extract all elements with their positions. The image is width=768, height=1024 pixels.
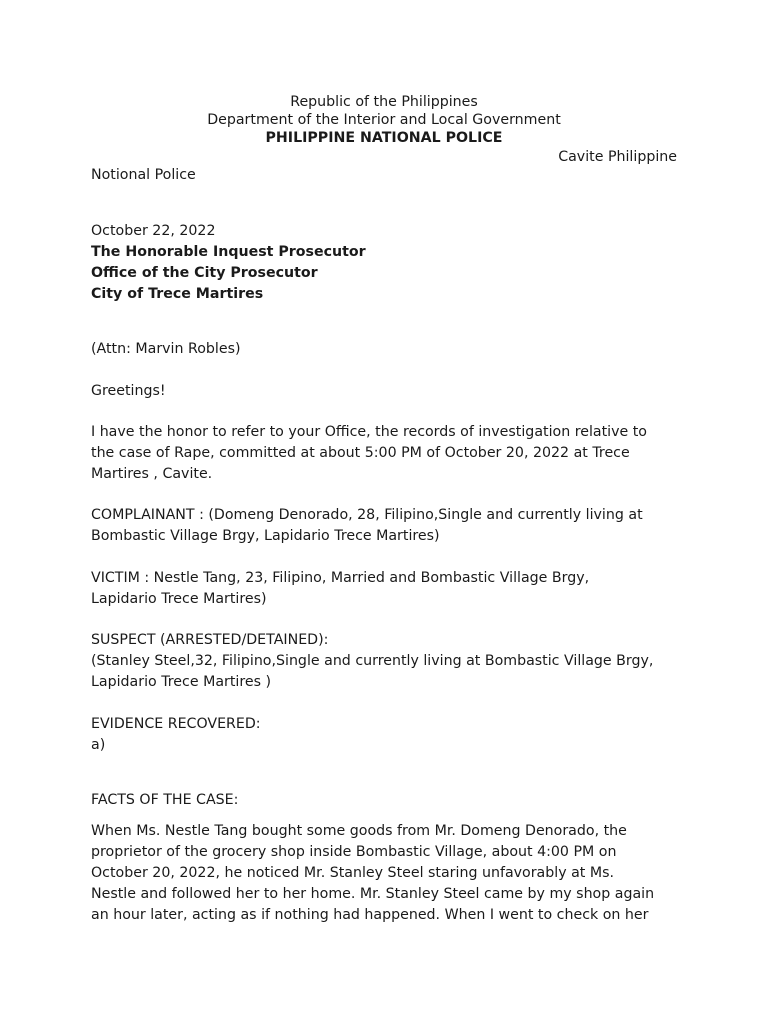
evidence-line: a): [91, 737, 106, 753]
evidence-line: EVIDENCE RECOVERED:: [91, 716, 261, 732]
facts-heading: FACTS OF THE CASE:: [91, 792, 239, 808]
suspect-line: (Stanley Steel,32, Filipino,Single and currently living at Bombastic Village Brgy,: [91, 653, 654, 669]
header-location-continued: Notional Police: [91, 167, 196, 183]
facts-line: an hour later, acting as if nothing had happened. When I went to check on her: [91, 907, 649, 923]
facts-line: proprietor of the grocery shop inside Bombastic Village, about 4:00 PM on: [91, 844, 617, 860]
facts-line: October 20, 2022, he noticed Mr. Stanley Steel staring unfavorably at Ms.: [91, 865, 615, 881]
facts-line: Nestle and followed her to her home. Mr. Stanley Steel came by my shop again: [91, 886, 655, 902]
header-pnp: PHILIPPINE NATIONAL POLICE: [265, 130, 503, 146]
intro-line: Martires , Cavite.: [91, 466, 213, 482]
facts-line: When Ms. Nestle Tang bought some goods from Mr. Domeng Denorado, the: [91, 823, 627, 839]
suspect-line: Lapidario Trece Martires ): [91, 674, 272, 690]
recipient-line: Office of the City Prosecutor: [91, 265, 318, 281]
header-department: Department of the Interior and Local Government: [207, 112, 561, 128]
attention-line: (Attn: Marvin Robles): [91, 341, 241, 357]
header-republic: Republic of the Philippines: [290, 94, 478, 110]
complainant-line: Bombastic Village Brgy, Lapidario Trece Martires): [91, 528, 440, 544]
victim-line: Lapidario Trece Martires): [91, 591, 267, 607]
victim-line: VICTIM : Nestle Tang, 23, Filipino, Married and Bombastic Village Brgy,: [91, 570, 590, 586]
recipient-line: City of Trece Martires: [91, 286, 264, 302]
letter-date: October 22, 2022: [91, 223, 216, 239]
intro-line: I have the honor to refer to your Office, the records of investigation relative to: [91, 424, 647, 440]
header-location: Cavite Philippine: [558, 149, 677, 165]
suspect-line: SUSPECT (ARRESTED/DETAINED):: [91, 632, 329, 648]
recipient-line: The Honorable Inquest Prosecutor: [91, 244, 366, 260]
greeting: Greetings!: [91, 383, 166, 399]
complainant-line: COMPLAINANT : (Domeng Denorado, 28, Filipino,Single and currently living at: [91, 507, 643, 523]
intro-line: the case of Rape, committed at about 5:00 PM of October 20, 2022 at Trece: [91, 445, 630, 461]
